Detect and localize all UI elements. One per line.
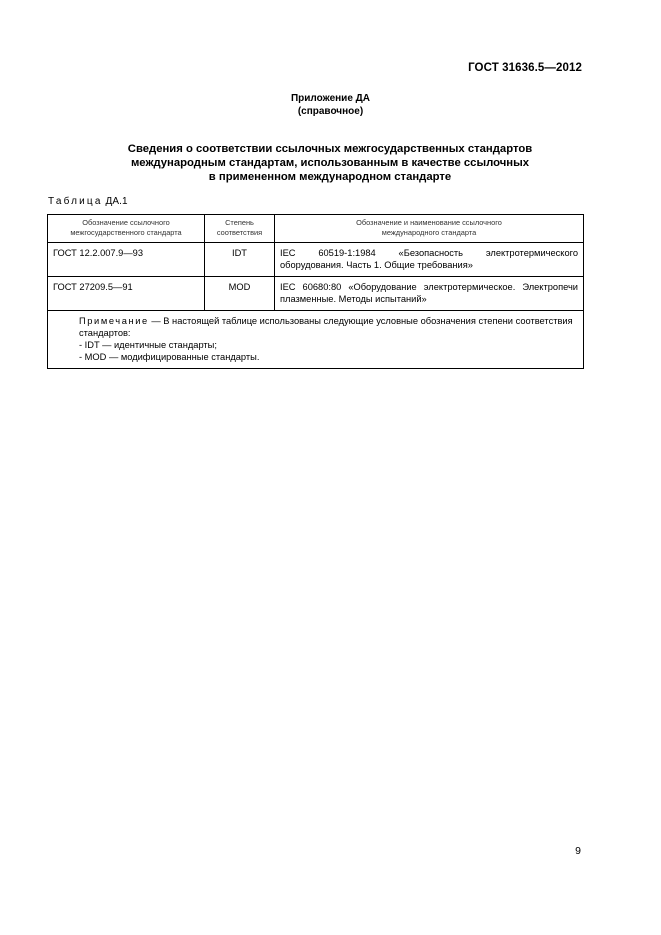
annex-title: Приложение ДА (290, 93, 371, 104)
standard-code: ГОСТ 31636.5—2012 (468, 62, 582, 74)
header-text: Обозначение ссылочного (82, 218, 170, 227)
gost-cell: ГОСТ 27209.5—91 (48, 277, 205, 311)
table-caption (48, 196, 128, 207)
table-header-row (48, 215, 584, 243)
annex-subtitle: (справочное) (297, 106, 364, 117)
heading-line-3: в примененном международном стандарте (208, 171, 452, 183)
heading-line-2: международным стандартам, использованным в качестве ссылочных (130, 157, 530, 169)
header-degree (205, 215, 275, 243)
note-item: - IDT — идентичные стандарты; (79, 340, 217, 350)
international-standard-cell: IEC 60519-1:1984 «Безопасность электротермического оборудования. Часть 1. Общие требования» (275, 243, 584, 277)
note-cell (48, 311, 584, 369)
header-text: международного стандарта (381, 228, 477, 237)
header-gost-designation (48, 215, 205, 243)
note-text: — В настоящей таблице использованы следующие условные обозначения степени соответствия стандартов: (79, 316, 573, 338)
header-international-standard (275, 215, 584, 243)
table-caption-word: Таблица (48, 196, 103, 207)
gost-cell: ГОСТ 12.2.007.9—93 (48, 243, 205, 277)
header-text: межгосударственного стандарта (70, 228, 182, 237)
table-row (48, 277, 584, 311)
international-standard-cell: IEC 60680:80 «Оборудование электротермическое. Электропечи плазменные. Методы испытаний» (275, 277, 584, 311)
heading-line-1: Сведения о соответствии ссылочных межгосударственных стандартов (127, 143, 533, 155)
header-text: соответствия (216, 228, 263, 237)
table-row (48, 243, 584, 277)
table-note-row (48, 311, 584, 369)
note-paragraph (53, 315, 578, 339)
document-heading (60, 142, 600, 184)
table-caption-number: ДА.1 (105, 196, 128, 207)
degree-cell: IDT (205, 243, 275, 277)
page-number: 9 (575, 845, 581, 857)
header-text: Степень (225, 218, 254, 227)
header-text: Обозначение и наименование ссылочного (356, 218, 502, 227)
reference-table (47, 214, 584, 369)
degree-cell: MOD (205, 277, 275, 311)
note-item: - MOD — модифицированные стандарты. (79, 352, 260, 362)
annex-title-block (0, 92, 661, 118)
note-label: Примечание (79, 316, 149, 326)
